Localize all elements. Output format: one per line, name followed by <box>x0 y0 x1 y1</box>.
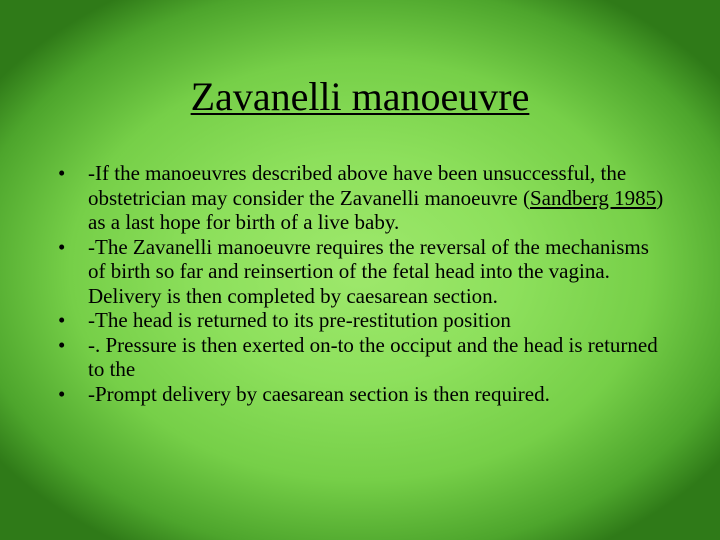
bullet-item-4 <box>58 333 668 382</box>
bullet-text-5: -Prompt delivery by caesarean section is then required. <box>88 381 550 406</box>
bullet-item-3 <box>58 308 668 333</box>
bullet-text-4: -. Pressure is then exerted on-to the occiput and the head is returned to the <box>88 332 658 381</box>
bullet-dot: • <box>58 234 66 259</box>
bullet-dot: • <box>58 332 66 357</box>
slide-title: Zavanelli manoeuvre <box>190 74 530 119</box>
bullet-dot: • <box>58 308 66 332</box>
bullet-text-3: -The head is returned to its pre-restitution position <box>88 308 511 332</box>
bullet-item-2 <box>58 235 668 309</box>
bullet-dot: • <box>58 381 66 406</box>
bullet-item-1 <box>58 161 668 235</box>
bullet-item-5 <box>58 382 668 407</box>
bullet-text-2: -The Zavanelli manoeuvre requires the reversal of the mechanisms of birth so far and reinsertion of the fetal head into the vagina. Delivery is then completed by caesarean section. <box>88 234 649 308</box>
bullet-list <box>58 161 668 406</box>
bullet-text-1-end: ) as a last hope for birth of a live baby. <box>88 185 664 234</box>
citation-link[interactable]: Sandberg 1985 <box>530 185 657 210</box>
bullet-text-1-start: -If the manoeuvres described above have been unsuccessful, the obstetrician may consider the Zavanelli manoeuvre ( <box>88 161 627 210</box>
bullet-dot: • <box>58 161 66 185</box>
